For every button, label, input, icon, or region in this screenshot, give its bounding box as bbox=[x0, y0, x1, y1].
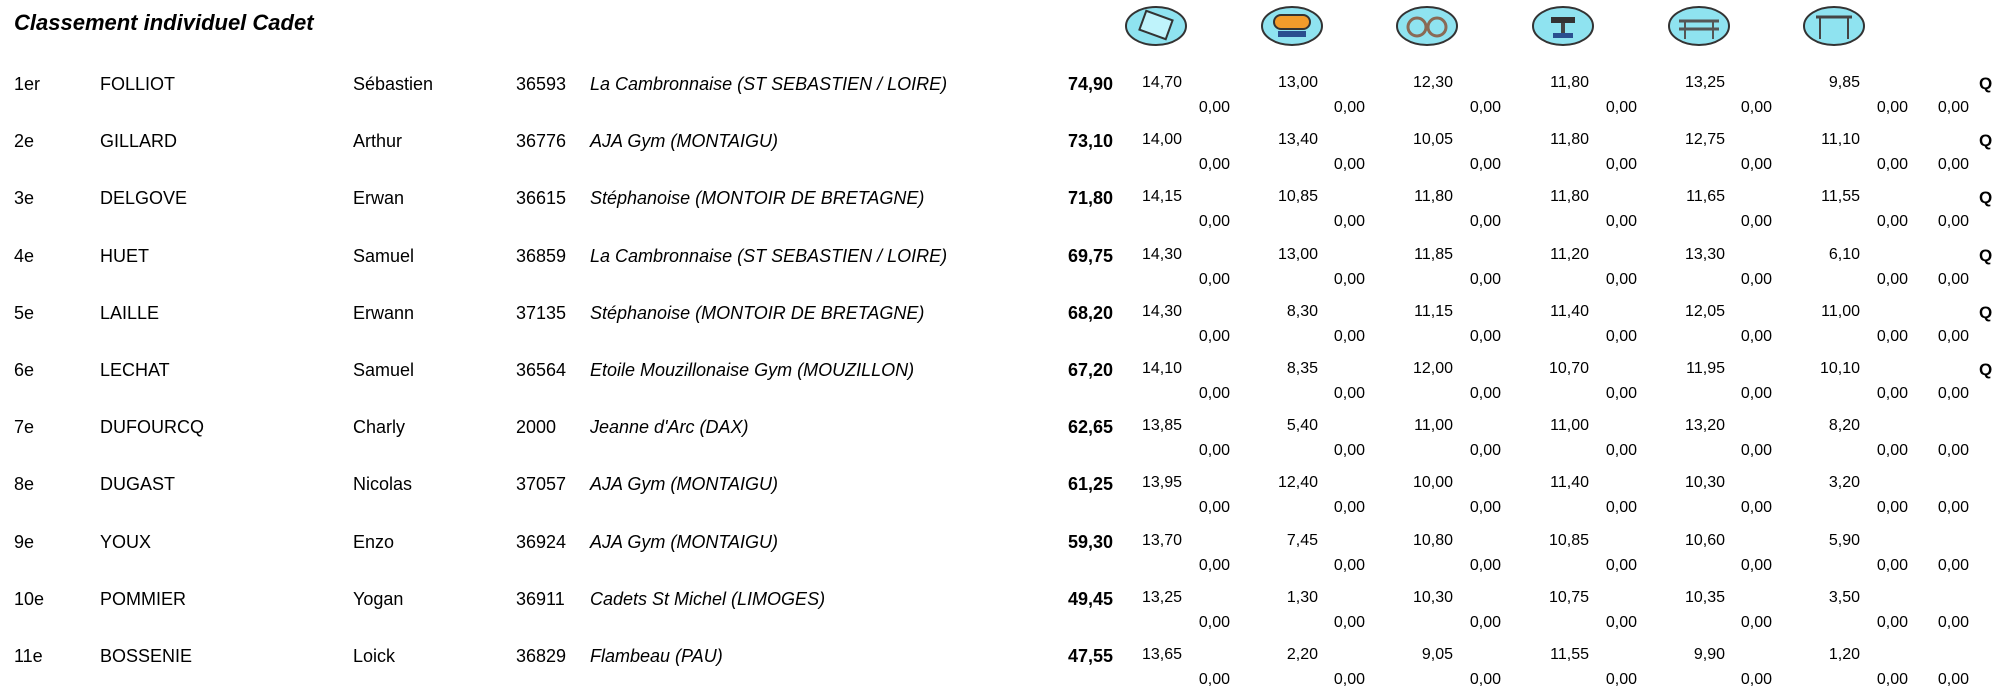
first-name: Erwann bbox=[353, 302, 415, 323]
first-name: Charly bbox=[353, 417, 406, 438]
qualification-penalty: 0,00 bbox=[1937, 671, 1969, 688]
club-name: Stéphanoise (MONTOIR DE BRETAGNE) bbox=[590, 188, 925, 209]
apparatus-penalty: 0,00 bbox=[1469, 270, 1501, 288]
floor-exercise-icon bbox=[1124, 5, 1188, 47]
qualification-penalty: 0,00 bbox=[1937, 442, 1969, 460]
license-number: 36564 bbox=[516, 360, 567, 380]
rank: 10e bbox=[14, 588, 45, 609]
apparatus-score: 11,65 bbox=[1686, 188, 1725, 206]
apparatus-score: 11,80 bbox=[1550, 188, 1589, 206]
apparatus-score: 11,00 bbox=[1821, 302, 1860, 320]
apparatus-penalty: 0,00 bbox=[1333, 99, 1365, 116]
club-name: La Cambronnaise (ST SEBASTIEN / LOIRE) bbox=[590, 245, 948, 266]
apparatus-score: 5,90 bbox=[1828, 531, 1860, 549]
apparatus-score: 11,00 bbox=[1414, 417, 1453, 435]
apparatus-penalty: 0,00 bbox=[1876, 99, 1908, 116]
rings-icon bbox=[1395, 5, 1459, 47]
apparatus-score: 13,95 bbox=[1141, 474, 1182, 492]
license-number: 36776 bbox=[516, 131, 567, 152]
total-score: 74,90 bbox=[1067, 74, 1113, 94]
apparatus-score: 10,75 bbox=[1548, 588, 1589, 606]
apparatus-score: 10,35 bbox=[1684, 588, 1725, 606]
table-row bbox=[0, 178, 2009, 235]
apparatus-score: 14,15 bbox=[1141, 188, 1182, 206]
license-number: 36829 bbox=[516, 646, 567, 666]
club-name: Etoile Mouzillonaise Gym (MOUZILLON) bbox=[590, 360, 915, 380]
apparatus-score: 11,10 bbox=[1821, 131, 1860, 149]
qualification-penalty: 0,00 bbox=[1937, 270, 1969, 288]
qualification-penalty: 0,00 bbox=[1937, 613, 1969, 631]
apparatus-score: 11,80 bbox=[1550, 74, 1589, 91]
apparatus-score: 10,85 bbox=[1548, 531, 1589, 549]
first-name: Samuel bbox=[353, 245, 415, 266]
total-score: 71,80 bbox=[1067, 188, 1113, 209]
license-number: 2000 bbox=[516, 417, 557, 438]
apparatus-score: 3,20 bbox=[1828, 474, 1860, 492]
club-name: Stéphanoise (MONTOIR DE BRETAGNE) bbox=[590, 302, 925, 323]
total-score: 49,45 bbox=[1067, 588, 1113, 609]
apparatus-score: 13,25 bbox=[1684, 74, 1725, 91]
apparatus-score: 10,00 bbox=[1412, 474, 1453, 492]
apparatus-penalty: 0,00 bbox=[1740, 556, 1772, 574]
apparatus-penalty: 0,00 bbox=[1333, 671, 1365, 688]
license-number: 36924 bbox=[516, 531, 567, 552]
apparatus-score: 10,30 bbox=[1684, 474, 1725, 492]
apparatus-penalty: 0,00 bbox=[1876, 213, 1908, 231]
last-name: BOSSENIE bbox=[100, 646, 193, 666]
table-row bbox=[0, 350, 2009, 407]
apparatus-penalty: 0,00 bbox=[1198, 613, 1230, 631]
club-name: Cadets St Michel (LIMOGES) bbox=[590, 588, 826, 609]
apparatus-penalty: 0,00 bbox=[1198, 556, 1230, 574]
apparatus-penalty: 0,00 bbox=[1605, 613, 1637, 631]
apparatus-score: 9,05 bbox=[1421, 646, 1453, 663]
apparatus-penalty: 0,00 bbox=[1876, 613, 1908, 631]
apparatus-penalty: 0,00 bbox=[1876, 270, 1908, 288]
last-name: GILLARD bbox=[100, 131, 178, 152]
apparatus-score: 14,30 bbox=[1141, 302, 1182, 320]
apparatus-score: 11,55 bbox=[1550, 646, 1589, 663]
apparatus-score: 13,00 bbox=[1277, 245, 1318, 263]
qualified-mark: Q bbox=[1979, 302, 1993, 322]
apparatus-score: 14,00 bbox=[1141, 131, 1182, 149]
apparatus-score: 12,00 bbox=[1412, 360, 1453, 377]
apparatus-penalty: 0,00 bbox=[1605, 327, 1637, 345]
apparatus-score: 10,80 bbox=[1412, 531, 1453, 549]
first-name: Yogan bbox=[353, 588, 404, 609]
rank: 8e bbox=[14, 474, 35, 495]
qualification-penalty: 0,00 bbox=[1937, 499, 1969, 517]
apparatus-penalty: 0,00 bbox=[1740, 327, 1772, 345]
table-row bbox=[0, 636, 2009, 693]
last-name: DUGAST bbox=[100, 474, 176, 495]
apparatus-penalty: 0,00 bbox=[1198, 442, 1230, 460]
apparatus-score: 11,40 bbox=[1550, 474, 1589, 492]
apparatus-score: 12,30 bbox=[1412, 74, 1453, 91]
qualified-mark: Q bbox=[1979, 245, 1993, 265]
last-name: POMMIER bbox=[100, 588, 187, 609]
qualified-mark: Q bbox=[1979, 188, 1993, 208]
apparatus-penalty: 0,00 bbox=[1605, 99, 1637, 116]
table-row bbox=[0, 293, 2009, 350]
apparatus-penalty: 0,00 bbox=[1469, 99, 1501, 116]
apparatus-penalty: 0,00 bbox=[1605, 270, 1637, 288]
first-name: Nicolas bbox=[353, 474, 413, 495]
apparatus-score: 9,90 bbox=[1693, 646, 1725, 663]
qualified-mark: Q bbox=[1979, 360, 1993, 379]
total-score: 73,10 bbox=[1067, 131, 1113, 152]
apparatus-score: 11,95 bbox=[1686, 360, 1725, 377]
rank: 1er bbox=[14, 74, 41, 94]
apparatus-penalty: 0,00 bbox=[1740, 99, 1772, 116]
apparatus-penalty: 0,00 bbox=[1740, 270, 1772, 288]
first-name: Arthur bbox=[353, 131, 403, 152]
apparatus-penalty: 0,00 bbox=[1876, 156, 1908, 174]
first-name: Enzo bbox=[353, 531, 395, 552]
rank: 3e bbox=[14, 188, 35, 209]
apparatus-score: 14,10 bbox=[1141, 360, 1182, 377]
rank: 2e bbox=[14, 131, 35, 152]
total-score: 68,20 bbox=[1067, 302, 1113, 323]
horizontal-bar-icon bbox=[1802, 5, 1866, 47]
apparatus-penalty: 0,00 bbox=[1333, 499, 1365, 517]
first-name: Erwan bbox=[353, 188, 405, 209]
total-score: 47,55 bbox=[1067, 646, 1113, 666]
qualification-penalty: 0,00 bbox=[1937, 99, 1969, 116]
qualification-penalty: 0,00 bbox=[1937, 327, 1969, 345]
qualification-penalty: 0,00 bbox=[1937, 156, 1969, 174]
apparatus-penalty: 0,00 bbox=[1469, 385, 1501, 402]
apparatus-score: 14,30 bbox=[1141, 245, 1182, 263]
apparatus-penalty: 0,00 bbox=[1198, 99, 1230, 116]
apparatus-score: 14,70 bbox=[1141, 74, 1182, 91]
last-name: YOUX bbox=[100, 531, 152, 552]
apparatus-score: 11,15 bbox=[1414, 302, 1453, 320]
last-name: HUET bbox=[100, 245, 149, 266]
apparatus-penalty: 0,00 bbox=[1333, 556, 1365, 574]
pommel-horse-icon bbox=[1260, 5, 1324, 47]
license-number: 36911 bbox=[516, 588, 565, 609]
apparatus-score: 13,40 bbox=[1277, 131, 1318, 149]
total-score: 69,75 bbox=[1067, 245, 1113, 266]
apparatus-score: 12,75 bbox=[1684, 131, 1725, 149]
apparatus-penalty: 0,00 bbox=[1333, 327, 1365, 345]
first-name: Sébastien bbox=[353, 74, 434, 94]
apparatus-score: 8,35 bbox=[1286, 360, 1318, 377]
apparatus-score: 3,50 bbox=[1828, 588, 1860, 606]
last-name: LECHAT bbox=[100, 360, 170, 380]
club-name: AJA Gym (MONTAIGU) bbox=[590, 531, 778, 552]
apparatus-score: 1,30 bbox=[1286, 588, 1318, 606]
apparatus-score: 10,70 bbox=[1548, 360, 1589, 377]
apparatus-penalty: 0,00 bbox=[1333, 156, 1365, 174]
apparatus-score: 8,30 bbox=[1286, 302, 1318, 320]
apparatus-penalty: 0,00 bbox=[1876, 442, 1908, 460]
license-number: 36615 bbox=[516, 188, 567, 209]
qualification-penalty: 0,00 bbox=[1937, 556, 1969, 574]
apparatus-penalty: 0,00 bbox=[1876, 556, 1908, 574]
apparatus-score: 11,00 bbox=[1550, 417, 1589, 435]
apparatus-score: 10,85 bbox=[1277, 188, 1318, 206]
rank: 11e bbox=[14, 646, 43, 666]
apparatus-score: 10,30 bbox=[1412, 588, 1453, 606]
apparatus-score: 6,10 bbox=[1828, 245, 1860, 263]
apparatus-penalty: 0,00 bbox=[1605, 156, 1637, 174]
apparatus-score: 2,20 bbox=[1286, 646, 1318, 663]
table-row bbox=[0, 407, 2009, 464]
rank: 4e bbox=[14, 245, 35, 266]
apparatus-score: 12,05 bbox=[1684, 302, 1725, 320]
table-row bbox=[0, 522, 2009, 579]
qualified-mark: Q bbox=[1979, 74, 1993, 93]
rank: 9e bbox=[14, 531, 35, 552]
apparatus-score: 11,55 bbox=[1821, 188, 1860, 206]
apparatus-penalty: 0,00 bbox=[1605, 442, 1637, 460]
apparatus-penalty: 0,00 bbox=[1469, 213, 1501, 231]
apparatus-score: 7,45 bbox=[1286, 531, 1318, 549]
apparatus-penalty: 0,00 bbox=[1740, 385, 1772, 402]
last-name: DELGOVE bbox=[100, 188, 188, 209]
apparatus-penalty: 0,00 bbox=[1605, 556, 1637, 574]
first-name: Loick bbox=[353, 646, 396, 666]
club-name: AJA Gym (MONTAIGU) bbox=[590, 131, 778, 152]
first-name: Samuel bbox=[353, 360, 415, 380]
apparatus-penalty: 0,00 bbox=[1605, 671, 1637, 688]
total-score: 61,25 bbox=[1067, 474, 1113, 495]
license-number: 36593 bbox=[516, 74, 567, 94]
qualification-penalty: 0,00 bbox=[1937, 213, 1969, 231]
last-name: DUFOURCQ bbox=[100, 417, 204, 438]
apparatus-penalty: 0,00 bbox=[1198, 671, 1230, 688]
apparatus-score: 8,20 bbox=[1828, 417, 1860, 435]
table-row bbox=[0, 464, 2009, 521]
last-name: LAILLE bbox=[100, 302, 160, 323]
table-row bbox=[0, 236, 2009, 293]
apparatus-penalty: 0,00 bbox=[1333, 442, 1365, 460]
club-name: AJA Gym (MONTAIGU) bbox=[590, 474, 778, 495]
qualification-penalty: 0,00 bbox=[1937, 385, 1969, 402]
vault-icon bbox=[1531, 5, 1595, 47]
apparatus-penalty: 0,00 bbox=[1198, 270, 1230, 288]
apparatus-score: 10,60 bbox=[1684, 531, 1725, 549]
apparatus-score: 1,20 bbox=[1828, 646, 1860, 663]
apparatus-penalty: 0,00 bbox=[1198, 499, 1230, 517]
apparatus-penalty: 0,00 bbox=[1740, 499, 1772, 517]
apparatus-score: 13,30 bbox=[1684, 245, 1725, 263]
qualified-mark: Q bbox=[1979, 131, 1993, 151]
apparatus-score: 11,20 bbox=[1550, 245, 1589, 263]
table-row bbox=[0, 579, 2009, 636]
apparatus-score: 9,85 bbox=[1828, 74, 1860, 91]
table-row bbox=[0, 121, 2009, 178]
apparatus-score: 13,00 bbox=[1277, 74, 1318, 91]
apparatus-penalty: 0,00 bbox=[1469, 327, 1501, 345]
apparatus-score: 13,25 bbox=[1141, 588, 1182, 606]
apparatus-score: 5,40 bbox=[1286, 417, 1318, 435]
apparatus-penalty: 0,00 bbox=[1740, 671, 1772, 688]
apparatus-penalty: 0,00 bbox=[1740, 442, 1772, 460]
total-score: 67,20 bbox=[1067, 360, 1113, 380]
club-name: La Cambronnaise (ST SEBASTIEN / LOIRE) bbox=[590, 74, 948, 94]
club-name: Flambeau (PAU) bbox=[590, 646, 723, 666]
apparatus-penalty: 0,00 bbox=[1198, 327, 1230, 345]
club-name: Jeanne d'Arc (DAX) bbox=[590, 417, 749, 438]
apparatus-score: 11,40 bbox=[1550, 302, 1589, 320]
apparatus-penalty: 0,00 bbox=[1876, 385, 1908, 402]
apparatus-penalty: 0,00 bbox=[1333, 613, 1365, 631]
apparatus-score: 13,65 bbox=[1141, 646, 1182, 663]
apparatus-score: 13,70 bbox=[1141, 531, 1182, 549]
apparatus-penalty: 0,00 bbox=[1469, 499, 1501, 517]
apparatus-penalty: 0,00 bbox=[1605, 499, 1637, 517]
apparatus-penalty: 0,00 bbox=[1469, 156, 1501, 174]
license-number: 36859 bbox=[516, 245, 567, 266]
total-score: 59,30 bbox=[1067, 531, 1113, 552]
apparatus-penalty: 0,00 bbox=[1333, 213, 1365, 231]
apparatus-score: 12,40 bbox=[1277, 474, 1318, 492]
apparatus-penalty: 0,00 bbox=[1469, 556, 1501, 574]
apparatus-score: 10,10 bbox=[1819, 360, 1860, 377]
apparatus-penalty: 0,00 bbox=[1605, 385, 1637, 402]
apparatus-penalty: 0,00 bbox=[1740, 156, 1772, 174]
apparatus-penalty: 0,00 bbox=[1198, 213, 1230, 231]
rank: 6e bbox=[14, 360, 35, 380]
apparatus-score: 13,85 bbox=[1141, 417, 1182, 435]
rank: 7e bbox=[14, 417, 35, 438]
parallel-bars-icon bbox=[1667, 5, 1731, 47]
apparatus-penalty: 0,00 bbox=[1469, 613, 1501, 631]
last-name: FOLLIOT bbox=[100, 74, 176, 94]
total-score: 62,65 bbox=[1067, 417, 1113, 438]
page-title: Classement individuel Cadet bbox=[14, 10, 314, 35]
license-number: 37057 bbox=[516, 474, 567, 495]
apparatus-penalty: 0,00 bbox=[1876, 671, 1908, 688]
apparatus-penalty: 0,00 bbox=[1876, 327, 1908, 345]
apparatus-score: 11,80 bbox=[1414, 188, 1453, 206]
apparatus-score: 11,80 bbox=[1550, 131, 1589, 149]
license-number: 37135 bbox=[516, 302, 567, 323]
table-row bbox=[0, 64, 2009, 121]
apparatus-score: 11,85 bbox=[1414, 245, 1453, 263]
apparatus-penalty: 0,00 bbox=[1876, 499, 1908, 517]
apparatus-penalty: 0,00 bbox=[1333, 385, 1365, 402]
apparatus-penalty: 0,00 bbox=[1469, 671, 1501, 688]
apparatus-penalty: 0,00 bbox=[1740, 613, 1772, 631]
apparatus-penalty: 0,00 bbox=[1740, 213, 1772, 231]
apparatus-score: 13,20 bbox=[1684, 417, 1725, 435]
apparatus-penalty: 0,00 bbox=[1198, 156, 1230, 174]
apparatus-penalty: 0,00 bbox=[1469, 442, 1501, 460]
apparatus-penalty: 0,00 bbox=[1198, 385, 1230, 402]
apparatus-score: 10,05 bbox=[1412, 131, 1453, 149]
rank: 5e bbox=[14, 302, 35, 323]
apparatus-penalty: 0,00 bbox=[1605, 213, 1637, 231]
apparatus-penalty: 0,00 bbox=[1333, 270, 1365, 288]
